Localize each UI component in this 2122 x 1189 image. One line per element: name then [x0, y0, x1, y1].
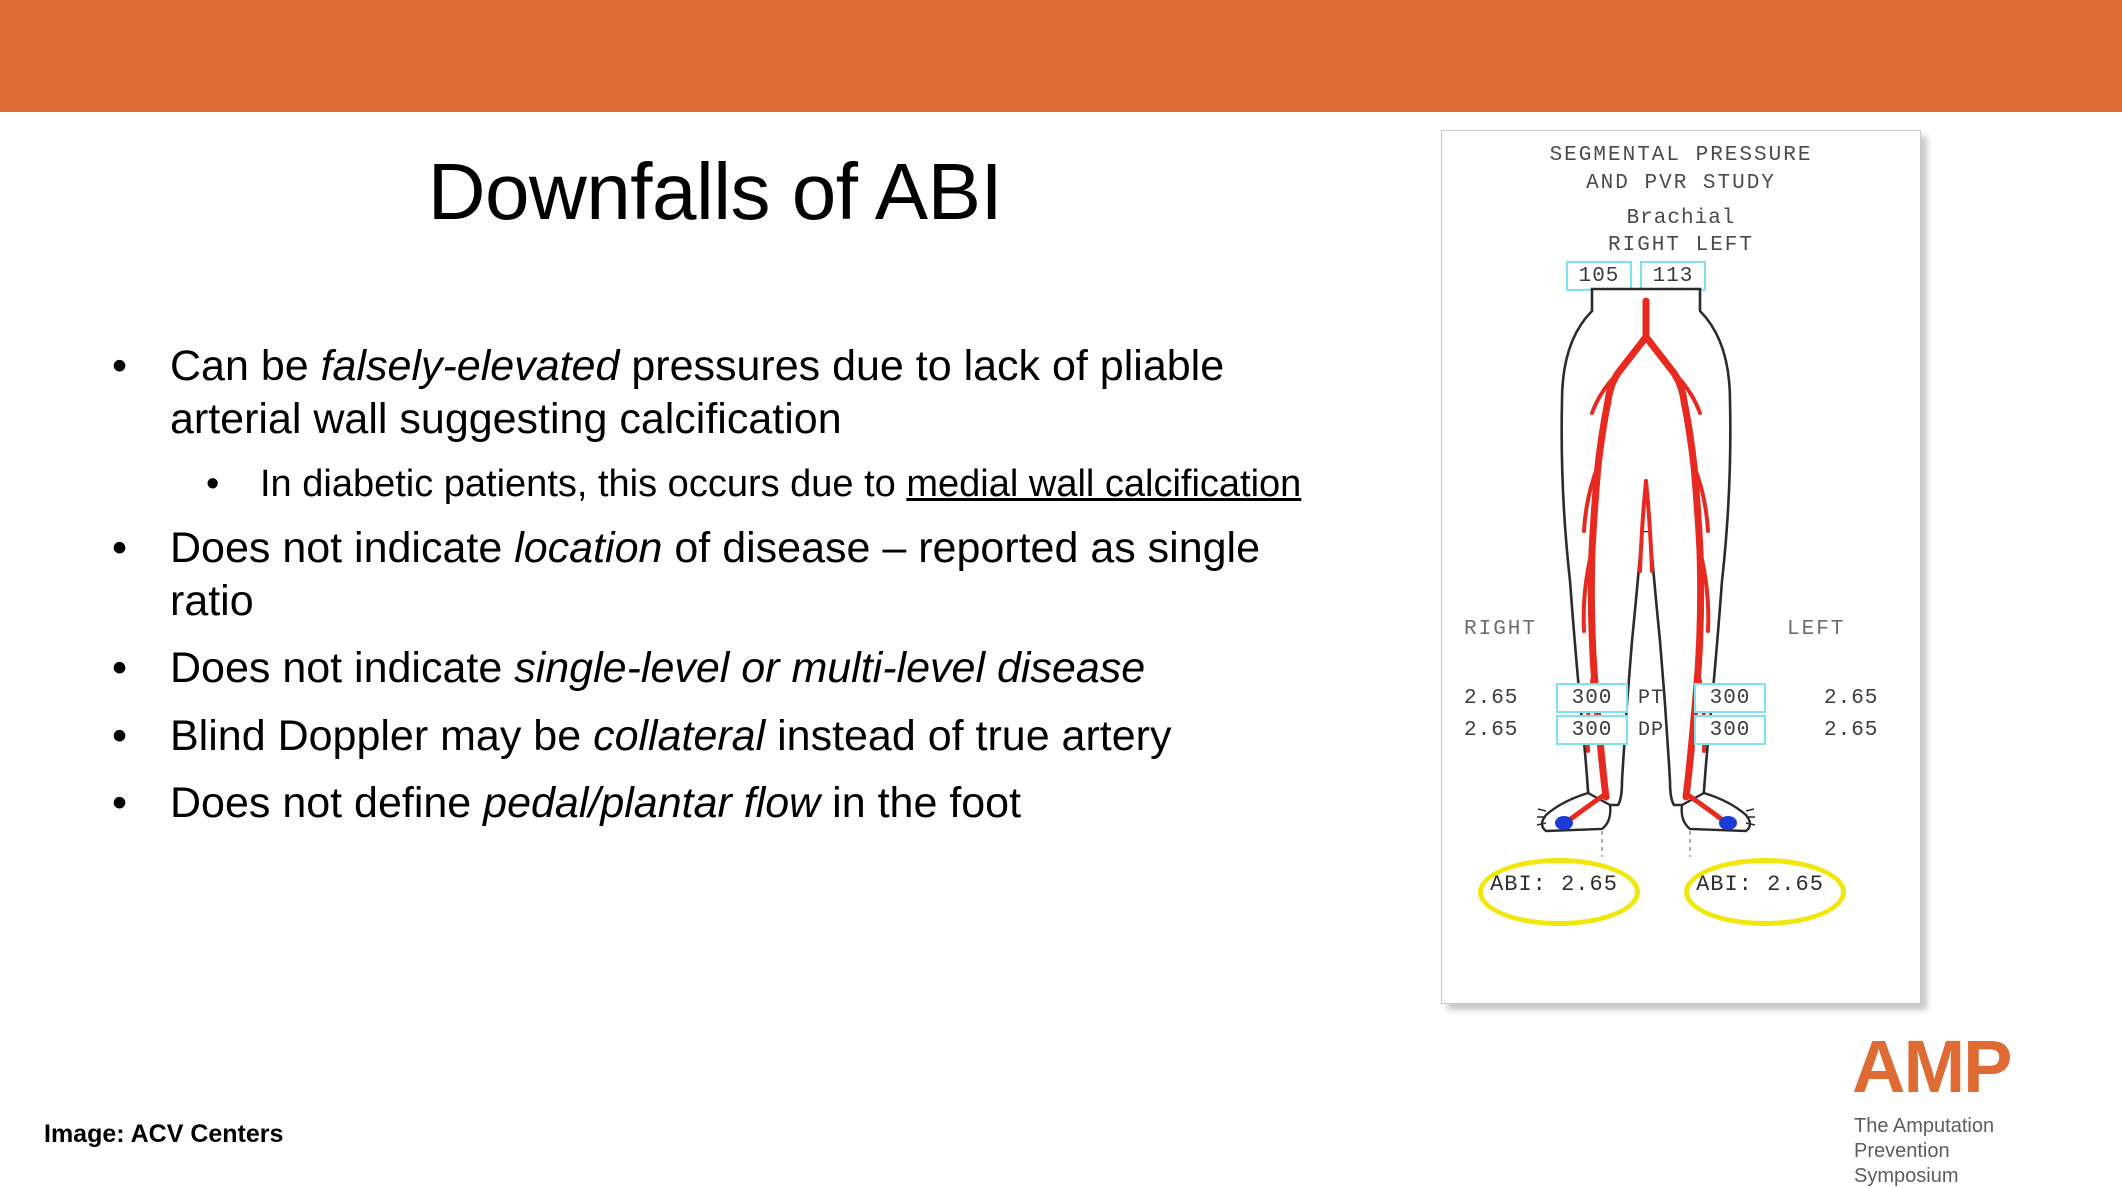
- pt-left-pressure: 300: [1694, 683, 1766, 713]
- bullet-item: • Does not indicate location of disease – reported as single ratio: [88, 522, 1338, 629]
- amp-logo-mark: AMP: [1852, 1025, 2011, 1108]
- abi-right-value: ABI: 2.65: [1490, 872, 1618, 897]
- amp-logo: [1852, 1025, 2092, 1187]
- limb-label-right: RIGHT: [1464, 618, 1538, 641]
- bullet-item: • Does not define pedal/plantar flow in the foot: [88, 777, 1338, 830]
- brachial-label: Brachial: [1626, 207, 1736, 230]
- segmental-pressure-report-image: [1441, 130, 1921, 1004]
- brachial-right-value: 105: [1566, 261, 1632, 291]
- amp-logo-subtitle-line2: Symposium: [1854, 1165, 1959, 1187]
- bullet-item: • Does not indicate single-level or multi-level disease: [88, 642, 1338, 695]
- image-credit: Image: ACV Centers: [44, 1120, 284, 1148]
- slide-accent-bar: [0, 0, 2122, 112]
- pt-right-pressure: 300: [1556, 683, 1628, 713]
- dp-right-ratio: 2.65: [1464, 719, 1519, 742]
- report-title: [1442, 142, 1920, 199]
- dp-left-pressure: 300: [1694, 715, 1766, 745]
- bullet-item-sub: • In diabetic patients, this occurs due to medial wall calcification: [88, 461, 1338, 508]
- dp-left-ratio: 2.65: [1824, 719, 1879, 742]
- report-title-line1: SEGMENTAL PRESSURE: [1549, 144, 1813, 167]
- pt-right-ratio: 2.65: [1464, 687, 1519, 710]
- right-left-header: RIGHT LEFT: [1607, 234, 1755, 257]
- bullet-list: [88, 340, 1338, 844]
- dp-right-pressure: 300: [1556, 715, 1628, 745]
- page-title: Downfalls of ABI: [427, 147, 1003, 236]
- bullet-item: • Can be falsely-elevated pressures due to lack of pliable arterial wall suggesting calcification: [88, 340, 1338, 447]
- bullet-item: • Blind Doppler may be collateral instead of true artery: [88, 710, 1338, 763]
- brachial-left-value: 113: [1640, 261, 1706, 291]
- leg-anatomy-diagram: [1442, 281, 1920, 861]
- amp-logo-subtitle-line1: The Amputation Prevention: [1854, 1115, 1995, 1162]
- segment-tag-pt: PT: [1638, 687, 1665, 710]
- abi-left-value: ABI: 2.65: [1696, 872, 1824, 897]
- limb-label-left: LEFT: [1787, 618, 1846, 641]
- segment-tag-dp: DP: [1638, 719, 1665, 742]
- report-title-line2: AND PVR STUDY: [1586, 172, 1776, 196]
- amp-logo-subtitle: [1854, 1114, 2092, 1189]
- pt-left-ratio: 2.65: [1824, 687, 1879, 710]
